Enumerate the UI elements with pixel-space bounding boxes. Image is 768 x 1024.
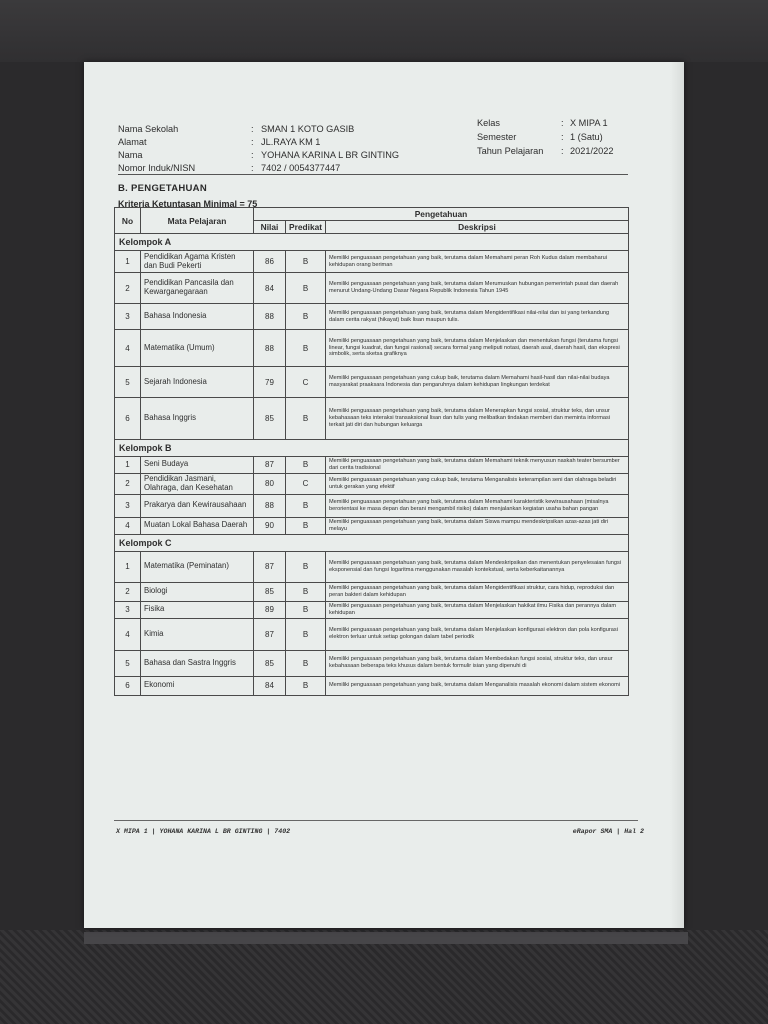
footer-student-info: X MIPA 1 | YOHANA KARINA L BR GINTING | 7402 [116,828,291,835]
score-value: 85 [254,582,286,601]
table-row [115,582,629,601]
row-number: 2 [115,582,141,601]
subject-name: Pendidikan Jasmani, Olahraga, dan Kesehatan [141,473,254,494]
table-row [115,251,629,273]
group-label: Kelompok C [115,534,629,551]
score-value: 87 [254,457,286,474]
table-row [115,330,629,367]
subject-name: Matematika (Peminatan) [141,551,254,582]
predicate-value: B [286,398,326,440]
kkm-label: Kriteria Ketuntasan Minimal = 75 [118,199,258,209]
table-row [115,494,629,517]
subject-name: Fisika [141,601,254,618]
col-predicate-header: Predikat [286,221,326,234]
table-row [115,551,629,582]
score-value: 86 [254,251,286,273]
row-number: 1 [115,457,141,474]
class-label: Kelas [477,118,500,128]
school-value: SMAN 1 KOTO GASIB [261,124,355,134]
subject-name: Bahasa dan Sastra Inggris [141,650,254,676]
subject-name: Matematika (Umum) [141,330,254,367]
table-row [115,618,629,650]
row-number: 5 [115,367,141,398]
predicate-value: C [286,473,326,494]
predicate-value: B [286,273,326,304]
score-value: 84 [254,273,286,304]
predicate-value: B [286,457,326,474]
predicate-value: B [286,601,326,618]
name-label: Nama [118,150,143,160]
class-value: X MIPA 1 [570,118,608,128]
row-number: 6 [115,398,141,440]
table-row [115,601,629,618]
knowledge-grades-table [114,207,629,696]
school-label: Nama Sekolah [118,124,179,134]
predicate-value: B [286,618,326,650]
address-value: JL.RAYA KM 1 [261,137,321,147]
row-number: 4 [115,618,141,650]
predicate-value: B [286,676,326,695]
subject-name: Seni Budaya [141,457,254,474]
predicate-value: B [286,494,326,517]
description-text: Memiliki penguasaan pengetahuan yang baik, terutama dalam Mengidentifikasi nilai-nilai dan isi yang terkandung dalam cerita rakyat (hikayat) baik lisan maupun tulis. [326,304,629,330]
subject-name: Pendidikan Agama Kristen dan Budi Pekerti [141,251,254,273]
group-label: Kelompok A [115,234,629,251]
subject-name: Prakarya dan Kewirausahaan [141,494,254,517]
row-number: 4 [115,330,141,367]
row-number: 2 [115,473,141,494]
predicate-value: B [286,330,326,367]
nisn-value: 7402 / 0054377447 [261,163,341,173]
table-row [115,473,629,494]
description-text: Memiliki penguasaan pengetahuan yang baik, terutama dalam Merumuskan hubungan pemerintah pusat dan daerah menurut Undang-Undang Dasar Negara Republik Indonesia Tahun 1945 [326,273,629,304]
sheet-edge [84,932,688,944]
table-row [115,650,629,676]
background-top [0,0,768,62]
table-row [115,367,629,398]
footer-page-info: eRapor SMA | Hal 2 [572,828,644,835]
description-text: Memiliki penguasaan pengetahuan yang baik, terutama dalam Memahami karakteristik kewirausahaan (misalnya berorientasi ke masa depan dan berani mengambil risiko) dalam menjalankan kegiatan usaha bahan pangan [326,494,629,517]
subject-name: Ekonomi [141,676,254,695]
predicate-value: B [286,304,326,330]
subject-name: Bahasa Indonesia [141,304,254,330]
address-label: Alamat [118,137,147,147]
score-value: 88 [254,330,286,367]
description-text: Memiliki penguasaan pengetahuan yang baik, terutama dalam Menjelaskan dan menentukan fungsi (terutama fungsi linear, fungsi kuadrat, dan fungsi rasional) secara formal yang meliputi notasi, daerah asal, daerah hasil, dan ekspresi simbolik, serta sketsa grafiknya [326,330,629,367]
predicate-value: B [286,251,326,273]
col-knowledge-header: Pengetahuan [254,208,629,221]
header-divider [118,174,628,175]
row-number: 3 [115,494,141,517]
row-number: 3 [115,601,141,618]
semester-label: Semester [477,132,517,142]
description-text: Memiliki penguasaan pengetahuan yang baik, terutama dalam Memahami teknik menyusun naskah teater bersumber dari cerita tradisional [326,457,629,474]
description-text: Memiliki penguasaan pengetahuan yang baik, terutama dalam Menjelaskan hakikat ilmu Fisika dan perannya dalam kehidupan [326,601,629,618]
table-row [115,517,629,534]
group-header-row [115,234,629,251]
row-number: 4 [115,517,141,534]
table-row [115,398,629,440]
score-value: 79 [254,367,286,398]
col-score-header: Nilai [254,221,286,234]
col-no-header: No [115,208,141,234]
score-value: 85 [254,650,286,676]
predicate-value: B [286,582,326,601]
subject-name: Pendidikan Pancasila dan Kewarganegaraan [141,273,254,304]
row-number: 1 [115,551,141,582]
score-value: 89 [254,601,286,618]
subject-name: Sejarah Indonesia [141,367,254,398]
description-text: Memiliki penguasaan pengetahuan yang cukup baik, terutama Menganalisis keterampilan seni dan olahraga beladiri untuk gerakan yang efektif [326,473,629,494]
description-text: Memiliki penguasaan pengetahuan yang baik, terutama dalam Siswa mampu mendeskripsikan azas-azas jati diri melayu [326,517,629,534]
predicate-value: B [286,650,326,676]
description-text: Memiliki penguasaan pengetahuan yang baik, terutama dalam Mengidentifikasi struktur, cara hidup, reproduksi dan peran bakteri dalam kehidupan [326,582,629,601]
section-title: B. PENGETAHUAN [118,183,207,194]
score-value: 85 [254,398,286,440]
report-page: Nama Sekolah : SMAN 1 KOTO GASIB Alamat : JL.RAYA KM 1 Nama : YOHANA KARINA L BR GINTING Nomor Induk/NISN : 7402 / 0054377447 Kelas : X MIPA 1 Semester : 1 (Satu) Tahun Pelajaran : 2021/2022 B. PENGETAHUAN Kriteria Ketuntasan Minimal = 75 No Mata Pelajaran Pengetahuan Nilai Predikat Deskripsi Kelompok A 1 Pendidikan Agama Kristen dan Budi Pekerti 86 B Memiliki penguasaan pengetahuan yang baik, terutama dalam Memahami peran Roh Kudus dalam membaharui kehidupan orang beriman 2 Pendidikan Pancasila dan Kewarganegaraan 84 B Memiliki penguasaan pengetahuan yang baik, terutama dalam Merumuskan hubungan pemerintah pusat dan daerah menurut Undang-Undang Dasar Negara Republik Indonesia Tahun 1945 3 Bahasa Indonesia 88 B Memiliki penguasaan pengetahuan yang baik, terutama dalam Mengidentifikasi nilai-nilai dan isi yang terkandung dalam cerita rakyat (hikayat) baik lisan maupun tulis. 4 Matematika (Umum) 88 B Memiliki penguasaan pengetahuan yang baik, terutama dalam Menjelaskan dan menentukan fungsi (terutama fungsi linear, fungsi kuadrat, dan fungsi rasional) secara formal yang meliputi notasi, daerah asal, daerah hasil, dan ekspresi simbolik, serta sketsa grafiknya 5 Sejarah Indonesia 79 C Memiliki penguasaan pengetahuan yang cukup baik, terutama dalam Memahami hasil-hasil dan nilai-nilai budaya masyarakat praaksara Indonesia dan pengaruhnya dalam kehidupan lingkungan terdekat 6 Bahasa Inggris 85 B Memiliki penguasaan pengetahuan yang baik, terutama dalam Menerapkan fungsi sosial, struktur teks, dan unsur kebahasaan teks interaksi transaksional lisan dan tulis yang melibatkan tindakan memberi dan meminta informasi terkait jati diri dan hubungan keluarga Kelompok B 1 Seni Budaya 87 B Memiliki penguasaan pengetahuan yang baik, terutama dalam Memahami teknik menyusun naskah teater bersumber dari cerita tradisional 2 Pendidikan Jasmani, Olahraga, dan Kesehatan 80 C Memiliki penguasaan pengetahuan yang cukup baik, terutama Menganalisis keterampilan seni dan olahraga beladiri untuk gerakan yang efektif 3 Prakarya dan Kewirausahaan 88 B Memiliki penguasaan pengetahuan yang baik, terutama dalam Memahami karakteristik kewirausahaan (misalnya berorientasi ke masa depan dan berani mengambil risiko) dalam menjalankan kegiatan usaha bahan pangan 4 Muatan Lokal Bahasa Daerah 90 B Memiliki penguasaan pengetahuan yang baik, terutama dalam Siswa mampu mendeskripsikan azas-azas jati diri melayu Kelompok C 1 Matematika (Peminatan) 87 B Memiliki penguasaan pengetahuan yang baik, terutama dalam Mendeskripsikan dan menentukan penyelesaian fungsi eksponensial dan fungsi logaritma menggunakan masalah kontekstual, serta keberkaitanannya 2 Biologi 85 B Memiliki penguasaan pengetahuan yang baik, terutama dalam Mengidentifikasi struktur, cara hidup, reproduksi dan peran bakteri dalam kehidupan 3 Fisika 89 B Memiliki penguasaan pengetahuan yang baik, terutama dalam Menjelaskan hakikat ilmu Fisika dan perannya dalam kehidupan 4 Kimia 87 B Memiliki penguasaan pengetahuan yang baik, terutama dalam Menjelaskan konfigurasi elektron dan pola konfigurasi elektron terluar untuk setiap golongan dalam tabel periodik 5 Bahasa dan Sastra Inggris 85 B Memiliki penguasaan pengetahuan yang baik, terutama dalam Membedakan fungsi sosial, struktur teks, dan unsur kebahasaan beberapa teks khusus dalam bentuk formulir isian yang dipenuhi di 6 Ekonomi 84 B Memiliki penguasaan pengetahuan yang baik, terutama dalam Menganalisis masalah ekonomi dalam sistem ekonomi X MIPA 1 | YOHANA KARINA L BR GINTING | 7402 eRapor SMA | Hal 2 [84,62,684,928]
predicate-value: C [286,367,326,398]
table-row [115,273,629,304]
background-bottom [0,930,768,1024]
semester-value: 1 (Satu) [570,132,603,142]
description-text: Memiliki penguasaan pengetahuan yang baik, terutama dalam Memahami peran Roh Kudus dalam membaharui kehidupan orang beriman [326,251,629,273]
predicate-value: B [286,551,326,582]
score-value: 87 [254,551,286,582]
grades-body [115,234,629,696]
subject-name: Biologi [141,582,254,601]
description-text: Memiliki penguasaan pengetahuan yang baik, terutama dalam Menganalisis masalah ekonomi dalam sistem ekonomi [326,676,629,695]
table-row [115,457,629,474]
score-value: 80 [254,473,286,494]
description-text: Memiliki penguasaan pengetahuan yang baik, terutama dalam Menerapkan fungsi sosial, struktur teks, dan unsur kebahasaan teks interaksi transaksional lisan dan tulis yang melibatkan tindakan memberi dan meminta informasi terkait jati diri dan hubungan keluarga [326,398,629,440]
subject-name: Muatan Lokal Bahasa Daerah [141,517,254,534]
nisn-label: Nomor Induk/NISN [118,163,196,173]
footer-divider [114,820,638,821]
description-text: Memiliki penguasaan pengetahuan yang baik, terutama dalam Membedakan fungsi sosial, struktur teks, dan unsur kebahasaan beberapa teks khusus dalam bentuk formulir isian yang dipenuhi di [326,650,629,676]
score-value: 84 [254,676,286,695]
row-number: 1 [115,251,141,273]
predicate-value: B [286,517,326,534]
group-header-row [115,440,629,457]
row-number: 6 [115,676,141,695]
row-number: 3 [115,304,141,330]
group-label: Kelompok B [115,440,629,457]
row-number: 5 [115,650,141,676]
row-number: 2 [115,273,141,304]
score-value: 88 [254,304,286,330]
col-subject-header: Mata Pelajaran [141,208,254,234]
score-value: 87 [254,618,286,650]
description-text: Memiliki penguasaan pengetahuan yang baik, terutama dalam Mendeskripsikan dan menentukan penyelesaian fungsi eksponensial dan fungsi logaritma menggunakan masalah kontekstual, serta keberkaitanannya [326,551,629,582]
score-value: 90 [254,517,286,534]
subject-name: Kimia [141,618,254,650]
description-text: Memiliki penguasaan pengetahuan yang cukup baik, terutama dalam Memahami hasil-hasil dan nilai-nilai budaya masyarakat praaksara Indonesia dan pengaruhnya dalam kehidupan lingkungan terdekat [326,367,629,398]
table-row [115,304,629,330]
year-value: 2021/2022 [570,146,614,156]
subject-name: Bahasa Inggris [141,398,254,440]
description-text: Memiliki penguasaan pengetahuan yang baik, terutama dalam Menjelaskan konfigurasi elektron dan pola konfigurasi elektron terluar untuk setiap golongan dalam tabel periodik [326,618,629,650]
score-value: 88 [254,494,286,517]
name-value: YOHANA KARINA L BR GINTING [261,150,400,160]
group-header-row [115,534,629,551]
year-label: Tahun Pelajaran [477,146,544,156]
col-description-header: Deskripsi [326,221,629,234]
table-row [115,676,629,695]
